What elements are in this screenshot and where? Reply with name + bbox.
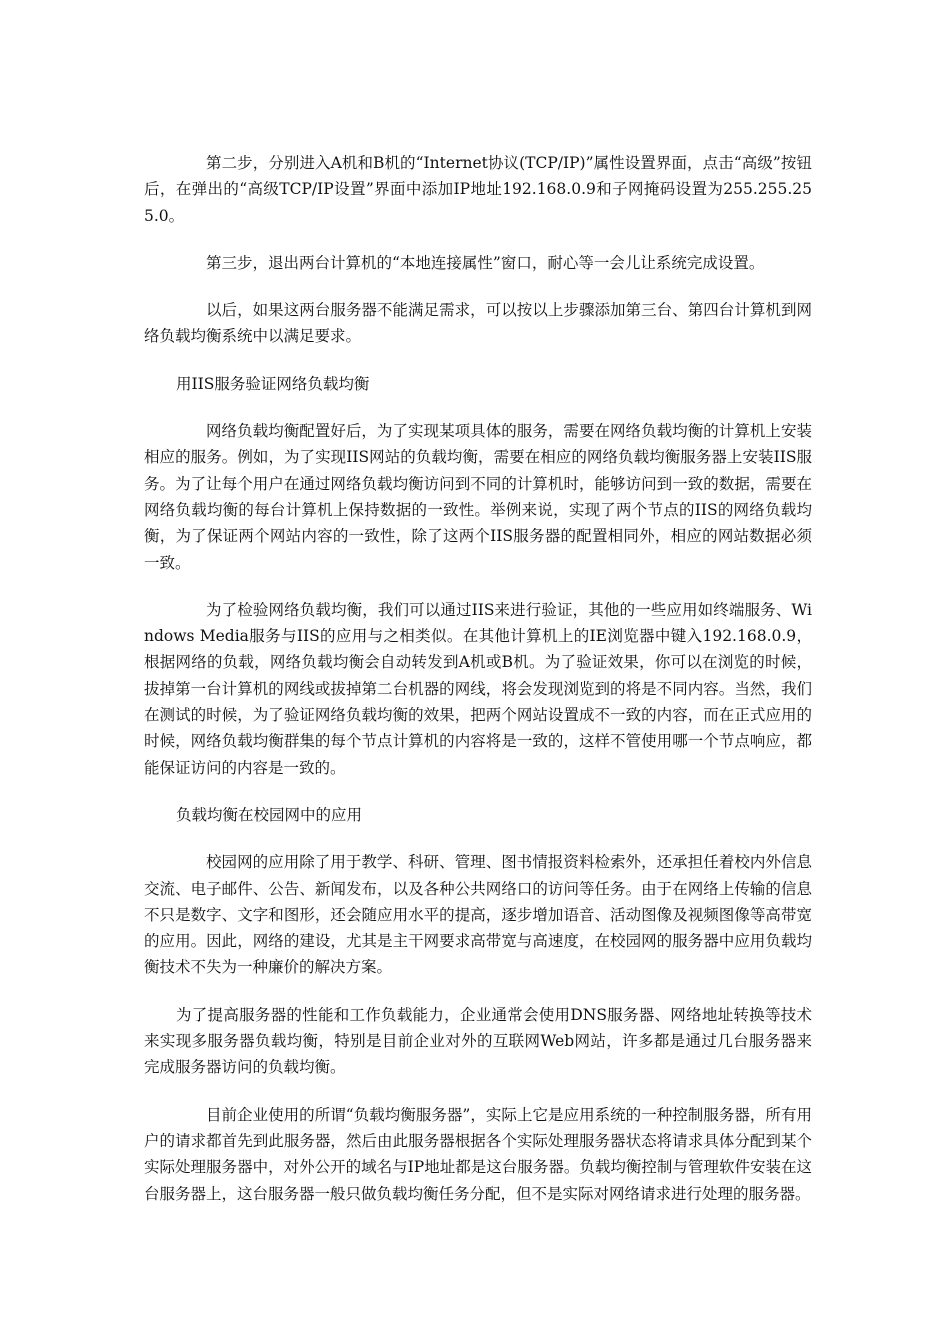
paragraph-step-two: 第二步，分别进入A机和B机的“Internet协议(TCP/IP)”属性设置界面，点击“高级”按钮后，在弹出的“高级TCP/IP设置”界面中添加IP地址192.168.0.9和子网掩码设置为255.255.255.0。 (144, 154, 812, 225)
paragraph-step-three: 第三步，退出两台计算机的“本地连接属性”窗口，耐心等一会儿让系统完成设置。 (206, 253, 765, 272)
section-heading-campus: 负载均衡在校园网中的应用 (176, 805, 363, 824)
paragraph-load-balancer-server: 目前企业使用的所谓“负载均衡服务器”，实际上它是应用系统的一种控制服务器，所有用户的请求都首先到此服务器，然后由此服务器根据各个实际处理服务器状态将请求具体分配到某个实际处理服务器中，对外公开的域名与IP地址都是这台服务器。负载均衡控制与管理软件安装在这台服务器上，这台服务器一般只做负载均衡任务分配，但不是实际对网络请求进行处理的服务器。 (144, 1105, 812, 1203)
section-heading-iis: 用IIS服务验证网络负载均衡 (176, 374, 370, 393)
paragraph-iis-setup: 网络负载均衡配置好后，为了实现某项具体的服务，需要在网络负载均衡的计算机上安装相应的服务。例如，为了实现IIS网站的负载均衡，需要在相应的网络负载均衡服务器上安装IIS服务。为了让每个用户在通过网络负载均衡访问到不同的计算机时，能够访问到一致的数据，需要在网络负载均衡的每台计算机上保持数据的一致性。举例来说，实现了两个节点的IIS的网络负载均衡，为了保证两个网站内容的一致性，除了这两个IIS服务器的配置相同外，相应的网站数据必须一致。 (144, 422, 812, 572)
paragraph-iis-verify: 为了检验网络负载均衡，我们可以通过IIS来进行验证，其他的一些应用如终端服务、Windows Media服务与IIS的应用与之相类似。在其他计算机上的IE浏览器中键入192.168.0.9，根据网络的负载，网络负载均衡会自动转发到A机或B机。为了验证效果，你可以在浏览的时候，拔掉第一台计算机的网线或拔掉第二台机器的网线，将会发现浏览到的将是不同内容。当然，我们在测试的时候，为了验证网络负载均衡的效果，把两个网站设置成不一致的内容，而在正式应用的时候，网络负载均衡群集的每个节点计算机的内容将是一致的，这样不管使用哪一个节点响应，都能保证访问的内容是一致的。 (144, 600, 812, 777)
paragraph-enterprise-dns: 为了提高服务器的性能和工作负载能力，企业通常会使用DNS服务器、网络地址转换等技术来实现多服务器负载均衡，特别是目前企业对外的互联网Web网站，许多都是通过几台服务器来完成服务器访问的负载均衡。 (144, 1005, 812, 1077)
paragraph-expand-servers: 以后，如果这两台服务器不能满足需求，可以按以上步骤添加第三台、第四台计算机到网络负载均衡系统中以满足要求。 (144, 301, 812, 346)
document-body (144, 150, 812, 1207)
paragraph-campus-network: 校园网的应用除了用于教学、科研、管理、图书情报资料检索外，还承担任着校内外信息交流、电子邮件、公告、新闻发布，以及各种公共网络口的访问等任务。由于在网络上传输的信息不只是数字、文字和图形，还会随应用水平的提高，逐步增加语音、活动图像及视频图像等高带宽的应用。因此，网络的建设，尤其是主干网要求高带宽与高速度，在校园网的服务器中应用负载均衡技术不失为一种廉价的解决方案。 (144, 853, 812, 977)
